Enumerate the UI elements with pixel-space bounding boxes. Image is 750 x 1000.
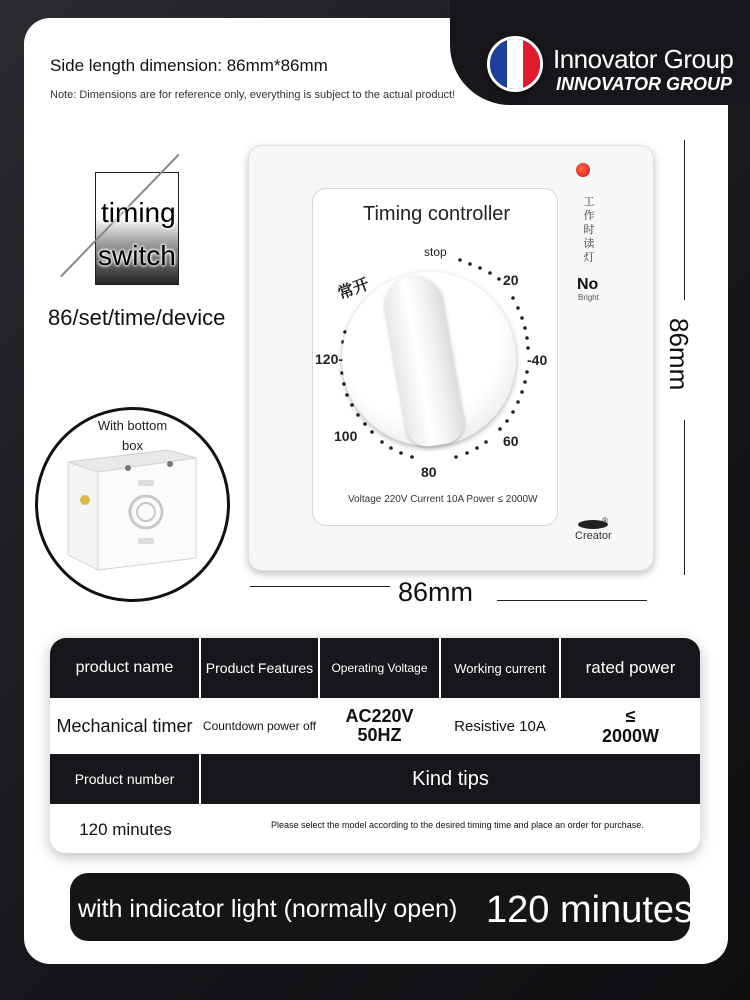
box-label-1: With bottom bbox=[97, 418, 168, 433]
dial-number: 20 bbox=[503, 272, 519, 288]
spec-table bbox=[50, 638, 700, 853]
table-cell: Mechanical timer bbox=[50, 700, 199, 752]
normally-open-label: 常开 bbox=[335, 275, 372, 303]
table-header-cell: Working current bbox=[441, 638, 559, 698]
dial-number: -40 bbox=[527, 352, 548, 368]
table-header-cell: Operating Voltage bbox=[320, 638, 439, 698]
dimension-line-horizontal-right bbox=[497, 600, 647, 601]
dimension-bottom: 86mm bbox=[398, 577, 474, 607]
dimension-note: Note: Dimensions are for reference only, everything is subject to the actual product! bbox=[50, 89, 456, 101]
table-cell: Resistive 10A bbox=[441, 700, 559, 752]
device-title: Timing controller bbox=[363, 203, 511, 225]
flag-white-stripe bbox=[507, 39, 524, 89]
spec-label: 86/set/time/device bbox=[48, 305, 226, 330]
dial-stop-label: stop bbox=[424, 245, 447, 259]
french-flag-icon bbox=[487, 36, 543, 92]
dimension-line-vertical-top bbox=[684, 140, 685, 300]
no-label: No bbox=[577, 276, 599, 293]
dial-number: 60 bbox=[503, 433, 519, 449]
vertical-char: 工 bbox=[583, 196, 595, 208]
dimension-line-horizontal-left bbox=[250, 586, 390, 587]
table-cell: ≤ 2000W bbox=[561, 700, 700, 752]
vertical-char: 读 bbox=[583, 238, 595, 250]
table-header-cell: rated power bbox=[561, 638, 700, 698]
tag-line-1: timing bbox=[101, 197, 176, 228]
rating-label: Voltage 220V Current 10A Power ≤ 2000W bbox=[348, 494, 538, 505]
bright-label: Bright bbox=[578, 293, 599, 302]
maker-label: Creator bbox=[575, 530, 612, 542]
dial-number: 80 bbox=[421, 464, 437, 480]
vertical-char: 作 bbox=[583, 210, 595, 222]
brand-subtitle: INNOVATOR GROUP bbox=[556, 74, 733, 94]
table-cell: Countdown power off bbox=[201, 700, 318, 752]
brand-name: Innovator Group bbox=[553, 44, 734, 74]
vertical-char: 时 bbox=[583, 224, 595, 236]
table-header-cell: product name bbox=[50, 638, 199, 698]
table-header-cell: Product Features bbox=[201, 638, 318, 698]
dimension-heading: Side length dimension: 86mm*86mm bbox=[50, 56, 328, 75]
banner-feature-label: with indicator light (normally open) bbox=[78, 895, 458, 923]
indicator-led-icon bbox=[576, 163, 590, 177]
vertical-char: 灯 bbox=[583, 252, 595, 264]
table-cell: Please select the model according to the desired timing time and place an order for purchase. bbox=[201, 806, 700, 853]
banner-duration-label: 120 minutes bbox=[486, 889, 694, 931]
box-label-2: box bbox=[122, 438, 143, 453]
mounting-box-icon bbox=[38, 410, 230, 602]
table-cell: AC220V 50HZ bbox=[320, 700, 439, 752]
dial-number: 100 bbox=[334, 428, 358, 444]
registered-mark: ® bbox=[602, 516, 608, 525]
vertical-label bbox=[582, 195, 596, 265]
table-header-cell: Kind tips bbox=[201, 754, 700, 804]
dimension-right: 86mm bbox=[664, 318, 694, 391]
dial-number: 120- bbox=[315, 351, 344, 367]
table-cell: 120 minutes bbox=[50, 806, 201, 853]
table-header-cell: Product number bbox=[50, 754, 199, 804]
tag-line-2: switch bbox=[98, 240, 176, 271]
bottom-box-image bbox=[35, 407, 230, 602]
flag-blue-stripe bbox=[490, 39, 507, 89]
dimension-line-vertical-bottom bbox=[684, 420, 685, 575]
